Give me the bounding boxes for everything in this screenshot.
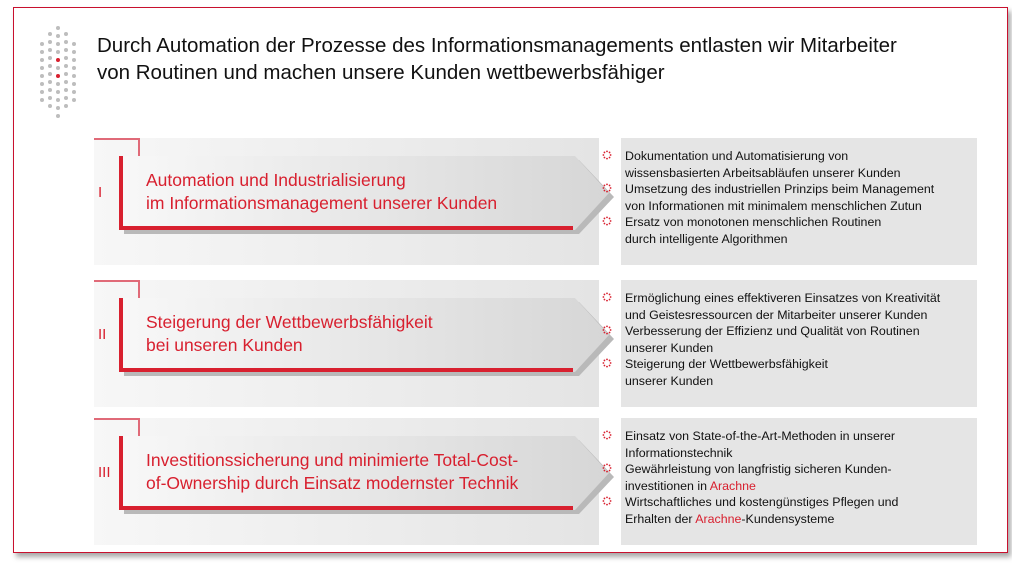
list-item — [598, 323, 978, 356]
point-line: Umsetzung des industriellen Prinzips beim Management — [625, 182, 935, 197]
section-number: II — [98, 326, 107, 343]
point-line: unserer Kunden — [625, 373, 714, 388]
point-line — [625, 478, 978, 495]
section-number: I — [98, 184, 103, 201]
gear-bullet-icon — [602, 292, 612, 302]
point-line: wissensbasierten Arbeitsabläufen unserer Kunden — [625, 165, 901, 180]
list-item — [598, 494, 978, 527]
section-1 — [94, 138, 977, 265]
point-line: unserer Kunden — [625, 340, 714, 355]
bullet-list — [598, 148, 978, 248]
point-line — [625, 511, 978, 528]
gear-bullet-icon — [602, 358, 612, 368]
list-item — [598, 356, 978, 389]
point-line: Ermöglichung eines effektiveren Einsatzes von Kreativität — [625, 291, 941, 305]
point-line: durch intelligente Algorithmen — [625, 231, 788, 246]
point-line: Steigerung der Wettbewerbsfähigkeit — [625, 357, 828, 372]
dot-hand-logo — [36, 22, 82, 122]
section-number: III — [98, 464, 111, 481]
bullet-list — [598, 428, 978, 528]
section-2 — [94, 280, 977, 407]
gear-bullet-icon — [602, 463, 612, 473]
line-text: -Kundensysteme — [741, 511, 835, 526]
point-line: Informationstechnik — [625, 445, 733, 460]
list-item — [598, 290, 978, 323]
section-bracket — [94, 138, 140, 158]
list-item — [598, 461, 978, 494]
page-title — [97, 32, 897, 86]
heading-line-1: Steigerung der Wettbewerbsfähigkeit — [146, 312, 433, 332]
list-item — [598, 428, 978, 461]
brand-name: Arachne — [695, 511, 742, 526]
title-line-2: von Routinen und machen unsere Kunden wettbewerbsfähiger — [97, 61, 665, 84]
gear-bullet-icon — [602, 325, 612, 335]
gear-bullet-icon — [602, 430, 612, 440]
section-bracket — [94, 418, 140, 438]
heading-line-2: im Informationsmanagement unserer Kunden — [146, 192, 498, 213]
section-heading — [146, 449, 518, 494]
heading-line-1: Automation und Industrialisierung — [146, 170, 406, 190]
list-item — [598, 148, 978, 181]
section-3 — [94, 418, 977, 545]
heading-line-2: bei unseren Kunden — [146, 334, 303, 355]
heading-line-1: Investitionssicherung und minimierte Total-Cost- — [146, 450, 519, 470]
gear-bullet-icon — [602, 496, 612, 506]
point-line: Dokumentation und Automatisierung von — [625, 149, 849, 163]
bullet-list — [598, 290, 978, 390]
section-heading — [146, 169, 497, 214]
point-line: Einsatz von State-of-the-Art-Methoden in unserer — [625, 429, 895, 443]
section-heading — [146, 311, 433, 356]
line-text: investitionen in — [625, 478, 710, 493]
slide-frame — [13, 7, 1008, 553]
point-line: von Informationen mit minimalem menschlichen Zutun — [625, 198, 922, 213]
point-line: Gewährleistung von langfristig sicheren Kunden- — [625, 462, 892, 477]
point-line: Wirtschaftliches und kostengünstiges Pflegen und — [625, 495, 899, 510]
list-item — [598, 214, 978, 247]
section-bracket — [94, 280, 140, 300]
gear-bullet-icon — [602, 183, 612, 193]
brand-name: Arachne — [709, 478, 756, 493]
point-line: und Geistesressourcen der Mitarbeiter unserer Kunden — [625, 307, 928, 322]
point-line: Verbesserung der Effizienz und Qualität von Routinen — [625, 324, 920, 339]
title-line-1: Durch Automation der Prozesse des Informationsmanagements entlasten wir Mitarbeiter — [97, 34, 897, 57]
point-line: Ersatz von monotonen menschlichen Routinen — [625, 215, 882, 230]
heading-line-2: of-Ownership durch Einsatz modernster Technik — [146, 472, 519, 493]
gear-bullet-icon — [602, 150, 612, 160]
line-text: Erhalten der — [625, 511, 696, 526]
list-item — [598, 181, 978, 214]
gear-bullet-icon — [602, 216, 612, 226]
